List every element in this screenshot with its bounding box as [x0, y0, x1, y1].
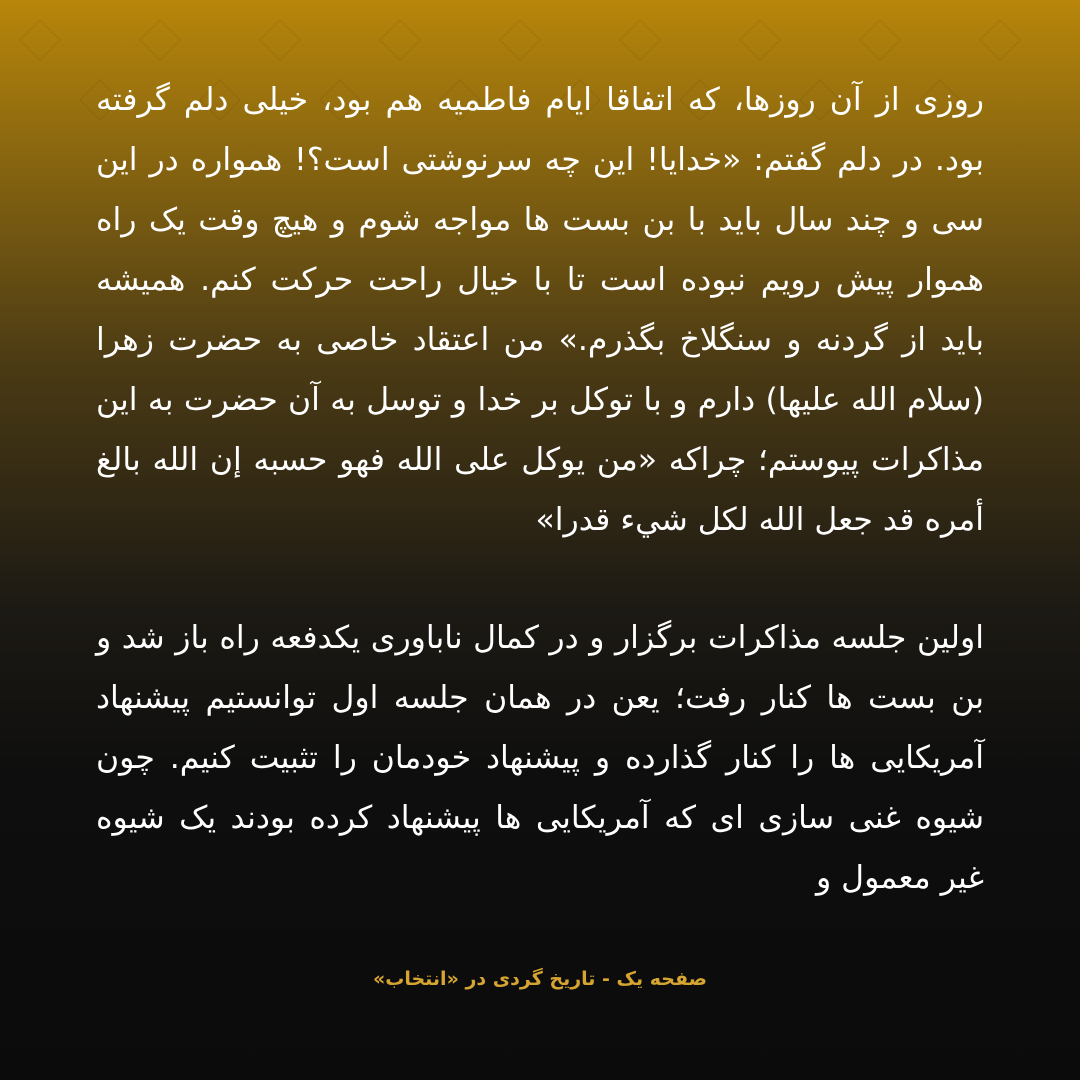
article-body [96, 70, 984, 908]
paragraph-2: اولین جلسه مذاکرات برگزار و در کمال ناباوری یکدفعه راه باز شد و بن بست ها کنار رفت؛ یعن در همان جلسه اول توانستیم پیشنهاد آمریکایی ها را کنار گذارده و پیشنهاد خودمان را تثبیت کنیم. چون شیوه غنی سازی ای که آمریکایی ها پیشنهاد کرده بودند یک شیوه غیر معمول و [96, 620, 984, 896]
paragraph-1: روزی از آن روزها، که اتفاقا ایام فاطمیه هم بود، خیلی دلم گرفته بود. در دلم گفتم: «خدایا! این چه سرنوشتی است؟! همواره در این سی و چند سال باید با بن بست ها مواجه شوم و هیچ وقت یک راه هموار پیش رویم نبوده است تا با خیال راحت حرکت کنم. همیشه باید از گردنه و سنگلاخ بگذرم.» من اعتقاد خاصی به حضرت زهرا (سلام الله علیها) دارم و با توکل بر خدا و توسل به آن حضرت به این مذاکرات پیوستم؛ چراکه «من یوکل علی الله فهو حسبه إن الله بالغ أمره قد جعل الله لکل شيء قدرا» [96, 82, 984, 538]
page-footer: صفحه یک - تاریخ گردی در «انتخاب» [372, 968, 708, 990]
